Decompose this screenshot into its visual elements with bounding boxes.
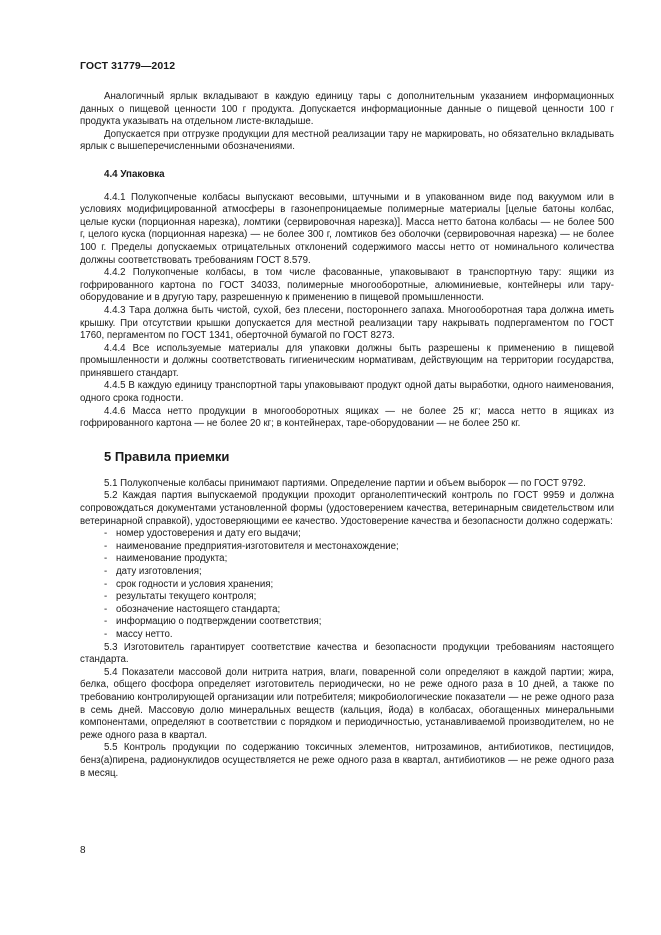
paragraph-5-5: 5.5 Контроль продукции по содержанию токсичных элементов, нитрозаминов, антибиотиков, пестицидов, бенз(а)пирена, радионуклидов осуществляется не реже одного раза в квартал, антибиотиков — не реже одного раза в месяц. <box>80 742 614 779</box>
list-item: - дату изготовления; <box>104 566 614 579</box>
paragraph-4-4-1: 4.4.1 Полукопченые колбасы выпускают весовыми, штучными и в упакованном виде под вакуумом или в условиях модифицированной атмосферы в газонепроницаемые полимерные материалы [целые батоны колбас, целые куски (порционная нарезка), ломтики (сервировочная нарезка)]. Масса нетто батона колбасы — не более 500 г, целого куска (порционная нарезка) — не более 300 г, ломтиков без оболочки (сервировочная нарезка) — не более 100 г. Пределы допускаемых отрицательных отклонений содержимого массы нетто от номинального количества должны соответствовать требованиям ГОСТ 8.579. <box>80 191 614 266</box>
paragraph-4-4-6: 4.4.6 Масса нетто продукции в многооборотных ящиках — не более 25 кг; масса нетто в ящиках из гофрированного картона — не более 20 кг; в контейнерах, таре-оборудовании — не более 250 кг. <box>80 405 614 430</box>
certificate-contents-list <box>80 528 614 641</box>
list-item: - наименование продукта; <box>104 553 614 566</box>
section-heading-5: 5 Правила приемки <box>104 448 230 464</box>
list-item: - срок годности и условия хранения; <box>104 579 614 592</box>
page-number: 8 <box>80 845 86 856</box>
paragraph-4-4-5: 4.4.5 В каждую единицу транспортной тары упаковывают продукт одной даты выработки, одного наименования, одного срока годности. <box>80 380 614 405</box>
paragraph-4-4-3: 4.4.3 Тара должна быть чистой, сухой, без плесени, постороннего запаха. Многооборотная тара должна иметь крышку. При отсутствии крышки допускается для местной реализации тару накрывать подпергаментом по ГОСТ 1760, пергаментом по ГОСТ 1341, оберточной бумагой по ГОСТ 8273. <box>80 304 614 342</box>
list-item: - массу нетто. <box>104 629 614 642</box>
paragraph: Аналогичный ярлык вкладывают в каждую единицу тары с дополнительным указанием информационных данных о пищевой ценности 100 г продукта. Допускается информационные данные о пищевой ценности 100 г продукта указывать на отдельном листе-вкладыше. <box>80 91 614 128</box>
document-body <box>80 91 614 780</box>
list-item: - информацию о подтверждении соответствия; <box>104 616 614 629</box>
list-item: - обозначение настоящего стандарта; <box>104 604 614 617</box>
paragraph-5-4: 5.4 Показатели массовой доли нитрита натрия, влаги, поваренной соли определяют в каждой партии; жира, белка, общего фосфора определяет изготовитель периодически, но не реже одного раза в 10 дней, а также по требованию контролирующей организации или потребителя; микробиологические показатели — не реже одного раза в семь дней. Массовую долю минеральных веществ (кальция, йода) в колбасах, обогащенных минеральными компонентами, определяют в соответствии с порядком и периодичностью, устанавливаемой производителем, но не реже одного раза в квартал. <box>80 666 614 741</box>
paragraph-5-3: 5.3 Изготовитель гарантирует соответствие качества и безопасности продукции требованиям настоящего стандарта. <box>80 641 614 666</box>
paragraph: Допускается при отгрузке продукции для местной реализации тару не маркировать, но обязательно вкладывать ярлык с вышеперечисленными обозначениями. <box>80 128 614 153</box>
list-item: - номер удостоверения и дату его выдачи; <box>104 528 614 541</box>
paragraph-5-1: 5.1 Полукопченые колбасы принимают партиями. Определение партии и объем выборок — по ГОСТ 9792. <box>104 477 586 489</box>
paragraph-4-4-4: 4.4.4 Все используемые материалы для упаковки должны быть разрешены к применению в пищевой промышленности и должны соответствовать гигиеническим нормативам, действующим на территории государства, принявшего стандарт. <box>80 342 614 379</box>
list-item: - наименование предприятия-изготовителя и местонахождение; <box>104 541 614 554</box>
paragraph-4-4-2: 4.4.2 Полукопченые колбасы, в том числе фасованные, упаковывают в транспортную тару: ящики из гофрированного картона по ГОСТ 34033, полимерные многооборотные, алюминиевые, контейнеры или тару-оборудование и в другую тару, разрешенную к применению в пищевой промышленности. <box>80 267 614 304</box>
paragraph-5-2: 5.2 Каждая партия выпускаемой продукции проходит органолептический контроль по ГОСТ 9959 и должна сопровождаться документами установленной формы (удостоверением качества, ветеринарным свидетельством или ветеринарной справкой), удостоверяющими ее качество. Удостоверение качества и безопасности должно содержать: <box>80 490 614 527</box>
list-item: - результаты текущего контроля; <box>104 591 614 604</box>
document-header: ГОСТ 31779—2012 <box>80 60 176 72</box>
section-heading-4-4: 4.4 Упаковка <box>104 168 165 180</box>
